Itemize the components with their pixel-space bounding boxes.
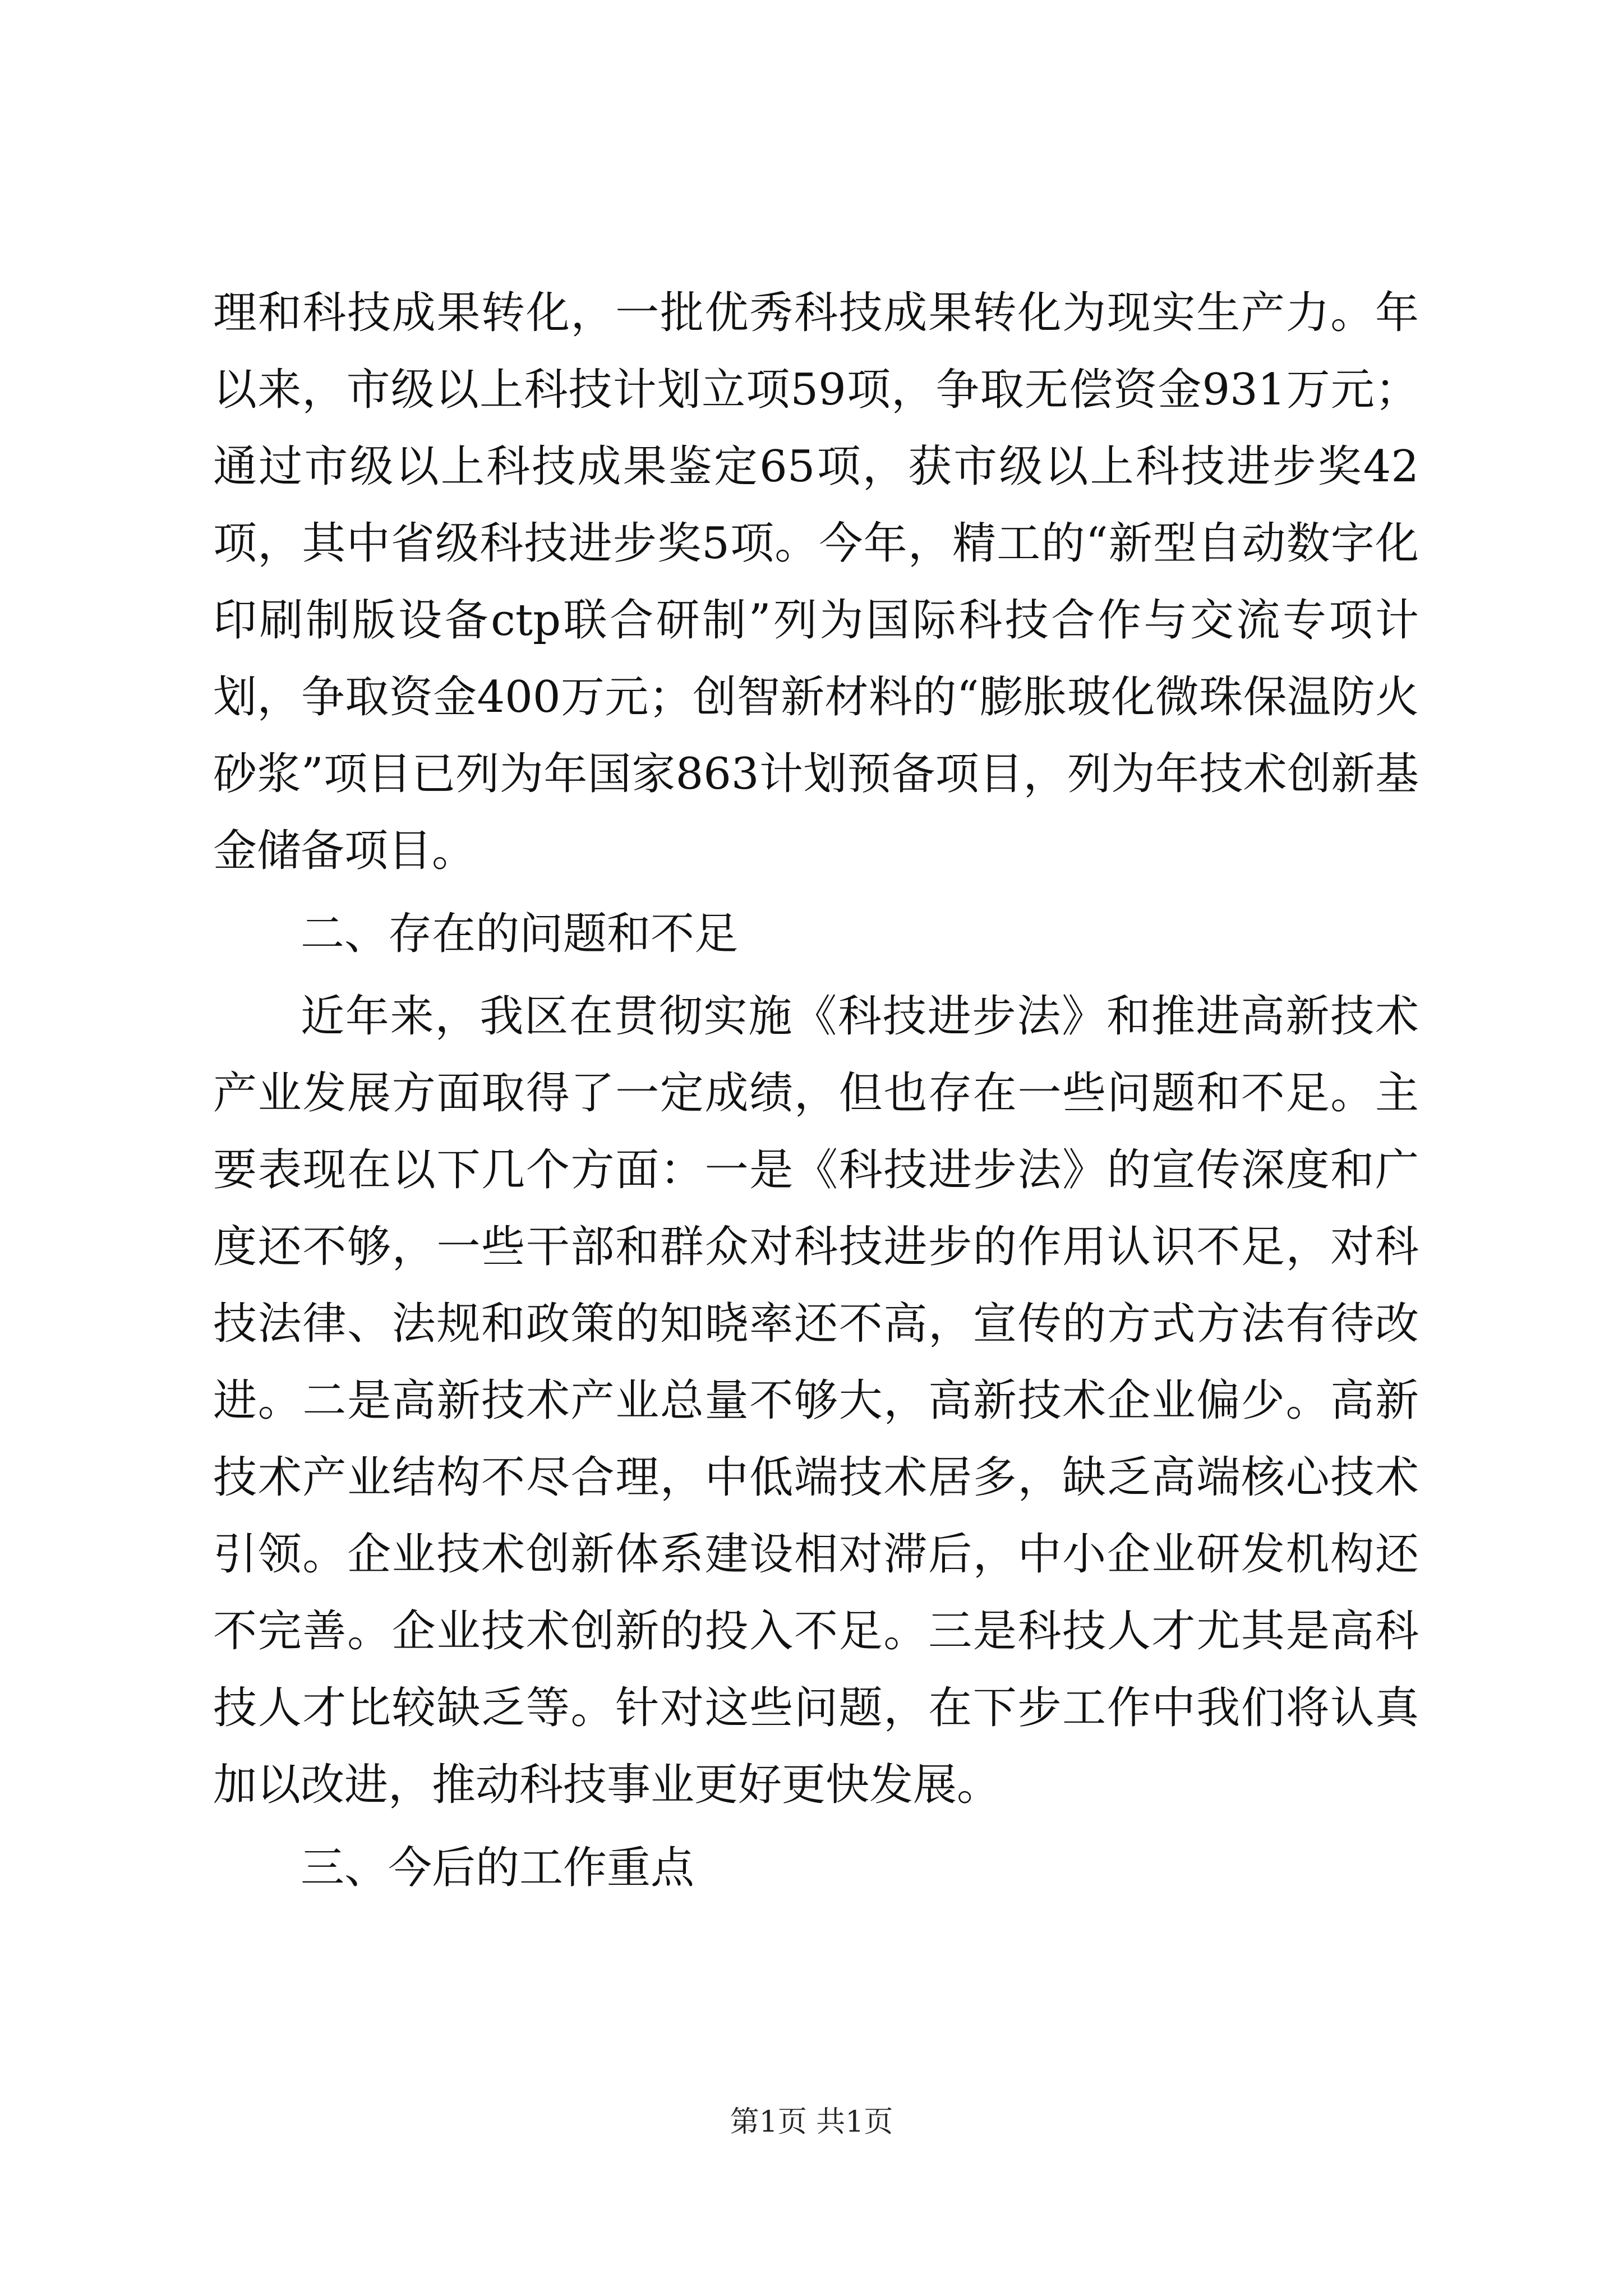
paragraph-problems: 近年来，我区在贯彻实施《科技进步法》和推进高新技术产业发展方面取得了一定成绩，但也存在一些问题和不足。主要表现在以下几个方面：一是《科技进步法》的宣传深度和广度还不够，一些干部和群众对科技进步的作用认识不足，对科技法律、法规和政策的知晓率还不高，宣传的方式方法有待改进。二是高新技术产业总量不够大，高新技术企业偏少。高新技术产业结构不尽合理，中低端技术居多，缺乏高端核心技术引领。企业技术创新体系建设相对滞后，中小企业研发机构还不完善。企业技术创新的投入不足。三是科技人才尤其是高科技人才比较缺乏等。针对这些问题，在下步工作中我们将认真加以改进，推动科技事业更好更快发展。 bbox=[213, 991, 1419, 1810]
paragraph-continuation: 理和科技成果转化，一批优秀科技成果转化为现实生产力。年以来，市级以上科技计划立项59项，争取无偿资金931万元；通过市级以上科技成果鉴定65项，获市级以上科技进步奖42项，其中省级科技进步奖5项。今年，精工的“新型自动数字化印刷制版设备ctp联合研制”列为国际科技合作与交流专项计划，争取资金400万元；创智新材料的“膨胀玻化微珠保温防火砂浆”项目已列为年国家863计划预备项目，列为年技术创新基金储备项目。 bbox=[213, 288, 1419, 876]
section-heading-future-work: 三、今后的工作重点 bbox=[301, 1843, 695, 1893]
section-heading-problems: 二、存在的问题和不足 bbox=[301, 909, 739, 959]
page-number-footer: 第1页 共1页 bbox=[730, 2105, 893, 2139]
document-body bbox=[213, 275, 1419, 1912]
